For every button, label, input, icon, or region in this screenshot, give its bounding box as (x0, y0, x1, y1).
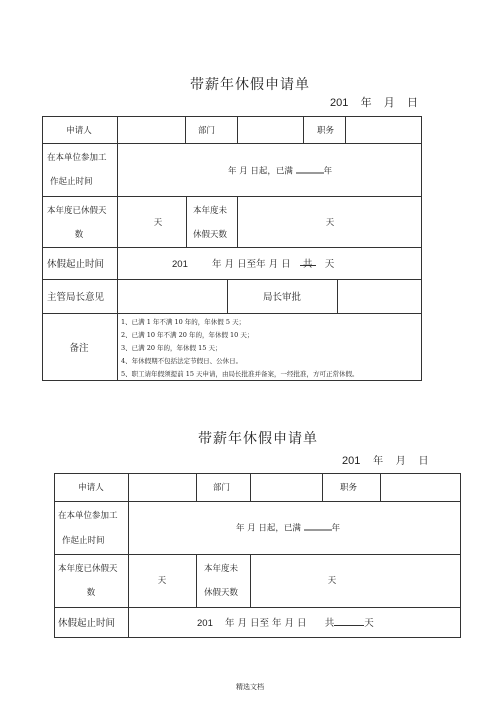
form1-remaining-label-1: 本年度未 (193, 206, 228, 216)
form2-position-label: 职务 (340, 483, 358, 493)
form2-applicant-field[interactable] (129, 474, 196, 501)
form1-dept-field[interactable] (238, 117, 303, 143)
form2-period-value[interactable]: 201 年 月 日至 年 月 日 共 天 (197, 618, 374, 629)
form1-remaining-label-2: 休假天数 (193, 230, 228, 240)
page-footer: 精选文档 (236, 683, 264, 691)
form1-start-work-value[interactable]: 年 月 日起，已满 年 (228, 164, 332, 177)
form1-date-line: 201 年 月 日 (330, 97, 419, 109)
form2-remaining-value[interactable]: 天 (327, 576, 337, 586)
form1-supervisor-field[interactable] (118, 280, 227, 313)
form2-applicant-label: 申请人 (78, 483, 104, 493)
form2-position-field[interactable] (381, 474, 460, 501)
form1-position-label: 职务 (317, 126, 335, 136)
form1-applicant-field[interactable] (118, 117, 185, 143)
form2-remaining-label-2: 休假天数 (204, 588, 239, 598)
form1-note-5: 5、职工请年假须提前 15 天申请，由局长批准并备案，一经批准，方可正常休假。 (121, 370, 359, 378)
form2-date-line: 201 年 月 日 (342, 455, 429, 467)
form1-taken-value[interactable]: 天 (153, 218, 163, 228)
form2-start-work-value[interactable]: 年 月 日起，已满 年 (236, 521, 340, 534)
form1-supervisor-label: 主管局长意见 (47, 292, 105, 303)
form1-start-work-label-2: 作起止时间 (50, 177, 93, 187)
form2-taken-label-1: 本年度已休假天 (58, 564, 118, 574)
form1-taken-label-1: 本年度已休假天 (47, 206, 107, 216)
form1-note-2: 2、已满 10 年不满 20 年的，年休假 10 天； (121, 331, 254, 339)
form2-dept-field[interactable] (251, 474, 322, 501)
form2-dept-label: 部门 (213, 483, 231, 493)
form1-period-value[interactable]: 201 年 月 日至年 月 日 共 天 (172, 256, 334, 270)
form2-taken-label-2: 数 (86, 588, 96, 598)
form2-start-work-label-2: 作起止时间 (62, 536, 105, 546)
form2-start-work-label-1: 在本单位参加工 (58, 511, 118, 521)
form2-title: 带薪年休假申请单 (198, 431, 318, 447)
form2-taken-value[interactable]: 天 (157, 576, 167, 586)
form1-taken-label-2: 数 (74, 230, 84, 240)
form1-position-field[interactable] (346, 117, 421, 143)
form1-title: 带薪年休假申请单 (190, 77, 310, 93)
form1-remaining-value[interactable]: 天 (325, 218, 335, 228)
form1-applicant-label: 申请人 (66, 126, 92, 136)
form2-remaining-label-1: 本年度未 (204, 564, 239, 574)
form2-period-label: 休假起止时间 (58, 618, 116, 629)
form1-period-label: 休假起止时间 (47, 259, 105, 270)
form1-note-4: 4、年休假期不包括法定节假日、公休日。 (121, 357, 243, 365)
form1-note-1: 1、已满 1 年不满 10 年的，年休假 5 天； (121, 318, 246, 326)
form1-start-work-label-1: 在本单位参加工 (47, 153, 107, 163)
form1-dept-label: 部门 (198, 126, 216, 136)
form1-director-label: 局长审批 (263, 292, 302, 303)
form1-director-field[interactable] (338, 280, 421, 313)
form1-note-3: 3、已满 20 年的，年休假 15 天； (121, 344, 222, 352)
form1-remarks-label: 备注 (69, 343, 89, 354)
